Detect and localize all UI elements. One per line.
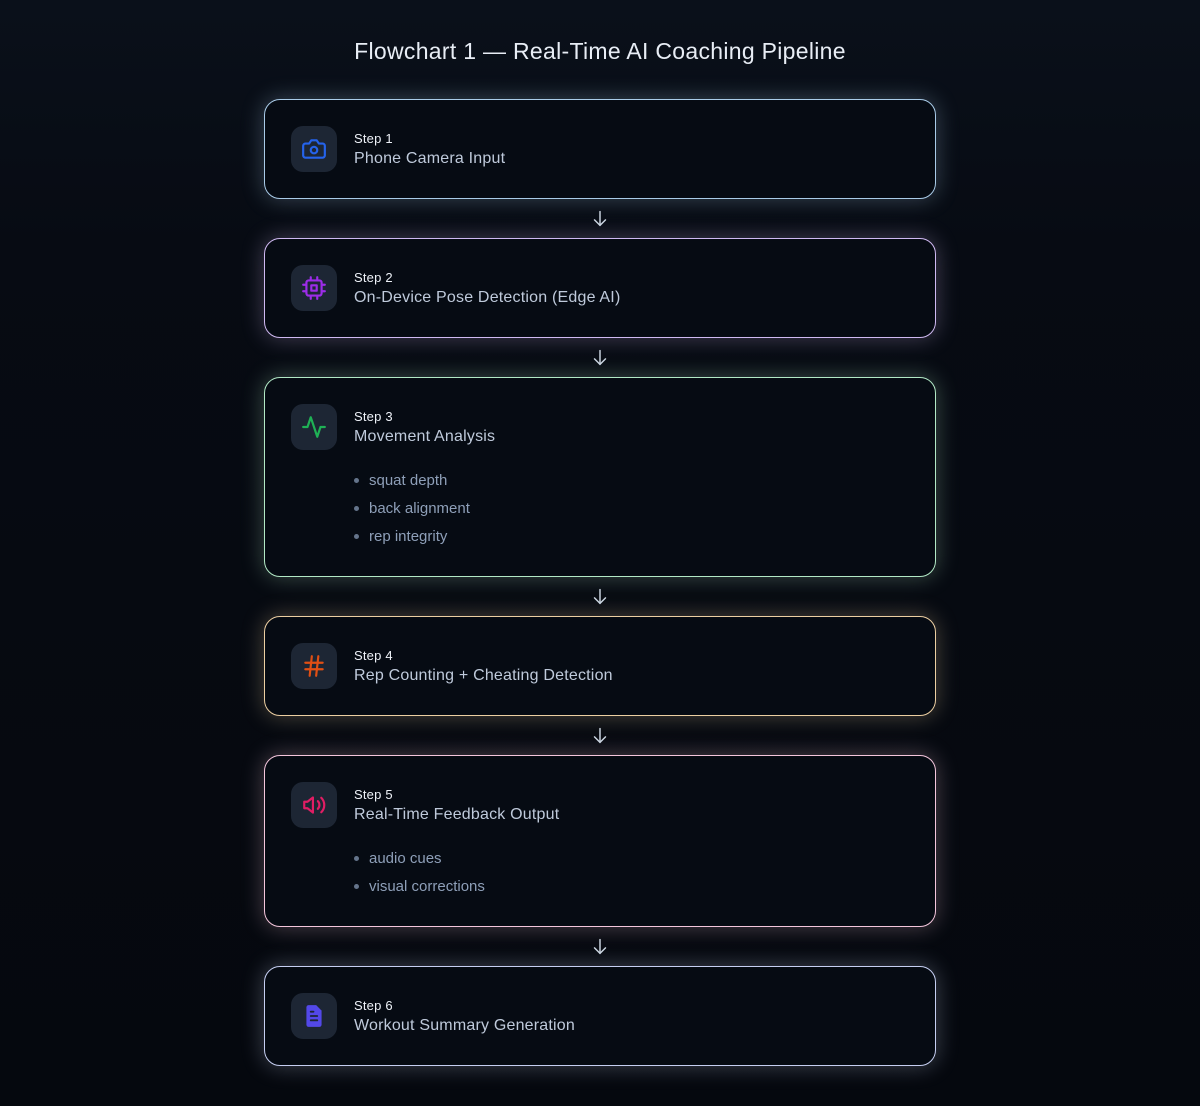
flow-arrow-down bbox=[264, 927, 936, 966]
step-card-4 bbox=[264, 616, 936, 716]
down-arrow-icon bbox=[589, 936, 611, 958]
step-label: Step 4 bbox=[354, 647, 393, 663]
step-title: On-Device Pose Detection (Edge AI) bbox=[354, 288, 621, 306]
step-card-text bbox=[354, 131, 505, 168]
bullet-item bbox=[354, 872, 909, 900]
bullet-text: squat depth bbox=[369, 471, 448, 489]
step-card-header bbox=[291, 993, 909, 1039]
bullet-dot-icon bbox=[354, 856, 359, 861]
step-label: Step 1 bbox=[354, 130, 393, 146]
step-card-5 bbox=[264, 755, 936, 927]
hash-icon bbox=[291, 643, 337, 689]
bullet-list bbox=[354, 844, 909, 900]
flow-arrow-down bbox=[264, 199, 936, 238]
volume-icon bbox=[291, 782, 337, 828]
step-card-6 bbox=[264, 966, 936, 1066]
step-title: Movement Analysis bbox=[354, 427, 496, 445]
step-title: Rep Counting + Cheating Detection bbox=[354, 666, 613, 684]
cpu-icon bbox=[291, 265, 337, 311]
step-card-text bbox=[354, 409, 495, 446]
file-text-icon bbox=[291, 993, 337, 1039]
step-title: Workout Summary Generation bbox=[354, 1016, 575, 1034]
bullet-dot-icon bbox=[354, 884, 359, 889]
flowchart bbox=[264, 99, 936, 1106]
flow-arrow-down bbox=[264, 577, 936, 616]
page-title: Flowchart 1 — Real-Time AI Coaching Pipeline bbox=[354, 38, 846, 64]
bullet-text: audio cues bbox=[369, 849, 442, 867]
bullet-item bbox=[354, 466, 909, 494]
down-arrow-icon bbox=[589, 725, 611, 747]
bullet-item bbox=[354, 522, 909, 550]
step-label: Step 6 bbox=[354, 997, 393, 1013]
step-card-header bbox=[291, 782, 909, 828]
bullet-text: visual corrections bbox=[369, 877, 485, 895]
down-arrow-icon bbox=[589, 586, 611, 608]
step-label: Step 3 bbox=[354, 408, 393, 424]
bullet-text: back alignment bbox=[369, 499, 470, 517]
step-card-2 bbox=[264, 238, 936, 338]
down-arrow-icon bbox=[589, 208, 611, 230]
step-card-header bbox=[291, 126, 909, 172]
step-card-3 bbox=[264, 377, 936, 577]
bullet-text: rep integrity bbox=[369, 527, 448, 545]
step-card-header bbox=[291, 404, 909, 450]
down-arrow-icon bbox=[589, 347, 611, 369]
step-card-text bbox=[354, 998, 575, 1035]
bullet-item bbox=[354, 844, 909, 872]
step-card-text bbox=[354, 787, 559, 824]
camera-icon bbox=[291, 126, 337, 172]
step-card-header bbox=[291, 643, 909, 689]
bullet-item bbox=[354, 494, 909, 522]
step-card-text bbox=[354, 648, 613, 685]
step-title: Phone Camera Input bbox=[354, 149, 506, 167]
flow-arrow-down bbox=[264, 338, 936, 377]
step-card-text bbox=[354, 270, 620, 307]
step-card-header bbox=[291, 265, 909, 311]
step-label: Step 2 bbox=[354, 269, 393, 285]
step-title: Real-Time Feedback Output bbox=[354, 805, 560, 823]
bullet-dot-icon bbox=[354, 534, 359, 539]
bullet-dot-icon bbox=[354, 478, 359, 483]
bullet-list bbox=[354, 466, 909, 550]
flow-arrow-down bbox=[264, 716, 936, 755]
activity-icon bbox=[291, 404, 337, 450]
step-card-1 bbox=[264, 99, 936, 199]
bullet-dot-icon bbox=[354, 506, 359, 511]
step-label: Step 5 bbox=[354, 786, 393, 802]
